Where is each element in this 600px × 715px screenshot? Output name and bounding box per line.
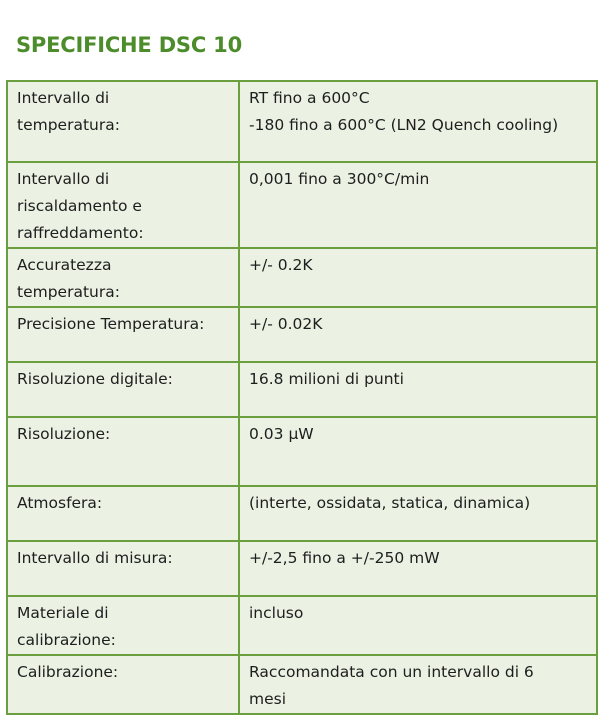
spec-value: +/- 0.2K bbox=[239, 248, 597, 307]
table-row bbox=[7, 486, 597, 541]
spec-value: +/-2,5 fino a +/-250 mW bbox=[239, 541, 597, 596]
spec-value: incluso bbox=[239, 596, 597, 655]
spec-value: Raccomandata con un intervallo di 6 mesi bbox=[239, 655, 597, 714]
spec-value: RT fino a 600°C -180 fino a 600°C (LN2 Quench cooling) bbox=[239, 81, 597, 162]
spec-value: +/- 0.02K bbox=[239, 307, 597, 362]
table-row bbox=[7, 541, 597, 596]
spec-value: 0.03 µW bbox=[239, 417, 597, 486]
spec-value: 0,001 fino a 300°C/min bbox=[239, 162, 597, 248]
spec-label: Intervallo di misura: bbox=[7, 541, 239, 596]
table-row bbox=[7, 162, 597, 248]
table-row bbox=[7, 655, 597, 714]
spec-label: Intervallo di riscaldamento e raffreddamento: bbox=[7, 162, 239, 248]
specifications-table bbox=[6, 80, 598, 715]
table-row bbox=[7, 248, 597, 307]
spec-value: 16.8 milioni di punti bbox=[239, 362, 597, 417]
spec-label: Atmosfera: bbox=[7, 486, 239, 541]
spec-label: Risoluzione digitale: bbox=[7, 362, 239, 417]
spec-label: Precisione Temperatura: bbox=[7, 307, 239, 362]
spec-value: (interte, ossidata, statica, dinamica) bbox=[239, 486, 597, 541]
spec-label: Accuratezza temperatura: bbox=[7, 248, 239, 307]
table-row bbox=[7, 596, 597, 655]
table-row bbox=[7, 81, 597, 162]
spec-label: Calibrazione: bbox=[7, 655, 239, 714]
spec-label: Risoluzione: bbox=[7, 417, 239, 486]
table-row bbox=[7, 307, 597, 362]
table-row bbox=[7, 417, 597, 486]
page-title: SPECIFICHE DSC 10 bbox=[16, 33, 242, 57]
spec-label: Materiale di calibrazione: bbox=[7, 596, 239, 655]
table-row bbox=[7, 362, 597, 417]
spec-label: Intervallo di temperatura: bbox=[7, 81, 239, 162]
